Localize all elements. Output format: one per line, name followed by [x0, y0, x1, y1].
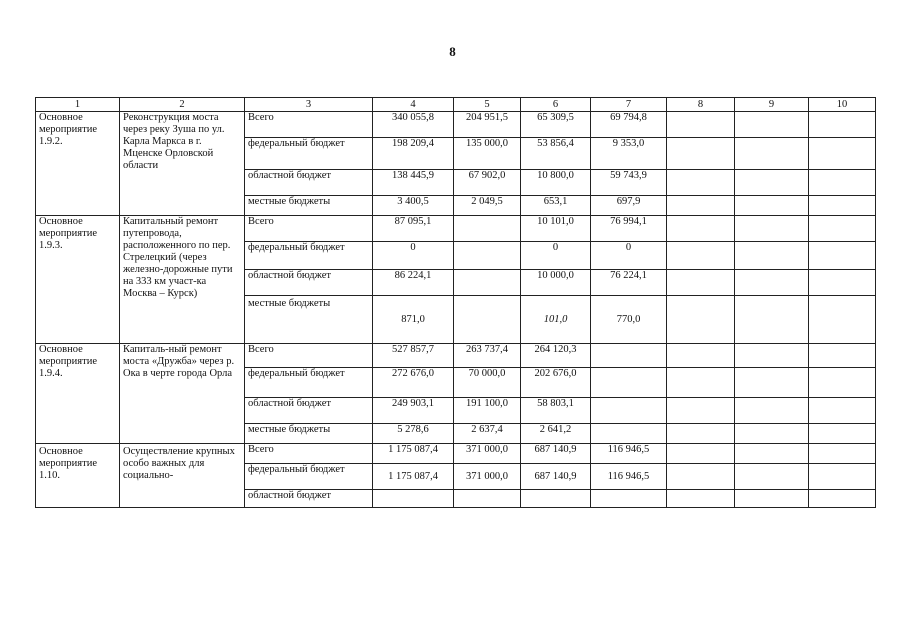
source-regional: областной бюджет	[245, 270, 373, 296]
value-cell: 371 000,0	[454, 444, 521, 464]
value-cell	[591, 424, 667, 444]
value-cell: 58 803,1	[521, 398, 591, 424]
empty-cell	[667, 242, 735, 270]
empty-cell	[809, 490, 876, 508]
column-header: 7	[591, 98, 667, 112]
value-cell: 101,0	[521, 296, 591, 344]
value-cell: 65 309,5	[521, 112, 591, 138]
value-cell	[591, 490, 667, 508]
value-cell: 10 800,0	[521, 170, 591, 196]
value-cell: 53 856,4	[521, 138, 591, 170]
value-cell: 653,1	[521, 196, 591, 216]
empty-cell	[735, 296, 809, 344]
source-total: Всего	[245, 444, 373, 464]
value-cell: 0	[373, 242, 454, 270]
value-cell: 371 000,0	[454, 464, 521, 490]
value-cell	[454, 490, 521, 508]
event-object: Реконструкция моста через реку Зуша по ул. Карла Маркса в г. Мценске Орловской области	[120, 112, 245, 216]
value-cell: 86 224,1	[373, 270, 454, 296]
value-cell: 1 175 087,4	[373, 444, 454, 464]
column-header: 2	[120, 98, 245, 112]
empty-cell	[809, 444, 876, 464]
value-cell: 204 951,5	[454, 112, 521, 138]
column-header: 3	[245, 98, 373, 112]
value-cell: 2 637,4	[454, 424, 521, 444]
value-cell: 116 946,5	[591, 444, 667, 464]
empty-cell	[667, 196, 735, 216]
value-cell: 249 903,1	[373, 398, 454, 424]
table-row	[36, 216, 876, 242]
empty-cell	[667, 216, 735, 242]
value-cell: 116 946,5	[591, 464, 667, 490]
value-cell: 2 641,2	[521, 424, 591, 444]
empty-cell	[667, 424, 735, 444]
value-cell: 2 049,5	[454, 196, 521, 216]
source-federal: федеральный бюджет	[245, 242, 373, 270]
value-cell: 202 676,0	[521, 368, 591, 398]
value-cell: 687 140,9	[521, 464, 591, 490]
empty-cell	[809, 368, 876, 398]
value-cell: 87 095,1	[373, 216, 454, 242]
source-federal: федеральный бюджет	[245, 368, 373, 398]
value-cell	[454, 270, 521, 296]
column-header: 1	[36, 98, 120, 112]
empty-cell	[735, 138, 809, 170]
column-header: 5	[454, 98, 521, 112]
value-cell: 264 120,3	[521, 344, 591, 368]
empty-cell	[809, 424, 876, 444]
empty-cell	[735, 424, 809, 444]
source-total: Всего	[245, 112, 373, 138]
table-row	[36, 112, 876, 138]
event-object: Осуществление крупных особо важных для социально-	[120, 444, 245, 508]
empty-cell	[809, 296, 876, 344]
budget-table	[35, 97, 876, 508]
value-cell: 191 100,0	[454, 398, 521, 424]
page-number: 8	[449, 44, 456, 59]
column-header: 6	[521, 98, 591, 112]
value-cell	[454, 216, 521, 242]
source-federal: федеральный бюджет	[245, 464, 373, 490]
value-cell	[591, 344, 667, 368]
source-regional: областной бюджет	[245, 490, 373, 508]
empty-cell	[809, 270, 876, 296]
value-cell: 59 743,9	[591, 170, 667, 196]
column-header: 9	[735, 98, 809, 112]
value-cell	[373, 490, 454, 508]
value-cell: 3 400,5	[373, 196, 454, 216]
value-cell: 67 902,0	[454, 170, 521, 196]
value-cell: 76 994,1	[591, 216, 667, 242]
empty-cell	[735, 444, 809, 464]
empty-cell	[735, 490, 809, 508]
empty-cell	[735, 242, 809, 270]
value-cell: 5 278,6	[373, 424, 454, 444]
table-header	[36, 98, 876, 112]
event-code: Основное мероприятие 1.9.2.	[36, 112, 120, 216]
empty-cell	[735, 196, 809, 216]
value-cell: 10 000,0	[521, 270, 591, 296]
empty-cell	[667, 398, 735, 424]
value-cell	[591, 368, 667, 398]
value-cell: 0	[591, 242, 667, 270]
source-total: Всего	[245, 216, 373, 242]
empty-cell	[809, 464, 876, 490]
event-object: Капитальный ремонт путепровода, расположенного по пер. Стрелецкий (через железно-дорожные пути на 333 км участ-ка Москва – Курск)	[120, 216, 245, 344]
value-cell: 263 737,4	[454, 344, 521, 368]
table-row	[36, 444, 876, 464]
empty-cell	[735, 216, 809, 242]
value-cell: 340 055,8	[373, 112, 454, 138]
empty-cell	[667, 270, 735, 296]
source-federal: федеральный бюджет	[245, 138, 373, 170]
empty-cell	[667, 138, 735, 170]
value-cell: 76 224,1	[591, 270, 667, 296]
empty-cell	[735, 464, 809, 490]
value-cell	[521, 490, 591, 508]
value-cell: 69 794,8	[591, 112, 667, 138]
event-code: Основное мероприятие 1.10.	[36, 444, 120, 508]
empty-cell	[735, 112, 809, 138]
value-cell: 871,0	[373, 296, 454, 344]
empty-cell	[735, 398, 809, 424]
value-cell: 697,9	[591, 196, 667, 216]
empty-cell	[809, 196, 876, 216]
empty-cell	[735, 170, 809, 196]
empty-cell	[809, 138, 876, 170]
empty-cell	[735, 270, 809, 296]
empty-cell	[809, 398, 876, 424]
value-cell	[454, 242, 521, 270]
value-cell: 70 000,0	[454, 368, 521, 398]
value-cell	[454, 296, 521, 344]
column-header: 10	[809, 98, 876, 112]
empty-cell	[667, 464, 735, 490]
source-total: Всего	[245, 344, 373, 368]
empty-cell	[667, 170, 735, 196]
empty-cell	[667, 296, 735, 344]
value-cell: 0	[521, 242, 591, 270]
source-regional: областной бюджет	[245, 170, 373, 196]
value-cell: 10 101,0	[521, 216, 591, 242]
value-cell: 1 175 087,4	[373, 464, 454, 490]
empty-cell	[667, 368, 735, 398]
source-local: местные бюджеты	[245, 424, 373, 444]
empty-cell	[735, 368, 809, 398]
value-cell: 138 445,9	[373, 170, 454, 196]
value-cell: 198 209,4	[373, 138, 454, 170]
empty-cell	[735, 344, 809, 368]
value-cell: 687 140,9	[521, 444, 591, 464]
event-code: Основное мероприятие 1.9.4.	[36, 344, 120, 444]
empty-cell	[667, 490, 735, 508]
event-object: Капиталь-ный ремонт моста «Дружба» через р. Ока в черте города Орла	[120, 344, 245, 444]
source-local: местные бюджеты	[245, 196, 373, 216]
value-cell: 272 676,0	[373, 368, 454, 398]
value-cell: 770,0	[591, 296, 667, 344]
empty-cell	[809, 112, 876, 138]
empty-cell	[809, 216, 876, 242]
value-cell	[591, 398, 667, 424]
column-header: 8	[667, 98, 735, 112]
event-code: Основное мероприятие 1.9.3.	[36, 216, 120, 344]
empty-cell	[667, 344, 735, 368]
value-cell: 9 353,0	[591, 138, 667, 170]
source-local: местные бюджеты	[245, 296, 373, 344]
value-cell: 527 857,7	[373, 344, 454, 368]
table-row	[36, 344, 876, 368]
source-regional: областной бюджет	[245, 398, 373, 424]
empty-cell	[667, 112, 735, 138]
empty-cell	[667, 444, 735, 464]
column-header: 4	[373, 98, 454, 112]
empty-cell	[809, 242, 876, 270]
empty-cell	[809, 344, 876, 368]
value-cell: 135 000,0	[454, 138, 521, 170]
empty-cell	[809, 170, 876, 196]
